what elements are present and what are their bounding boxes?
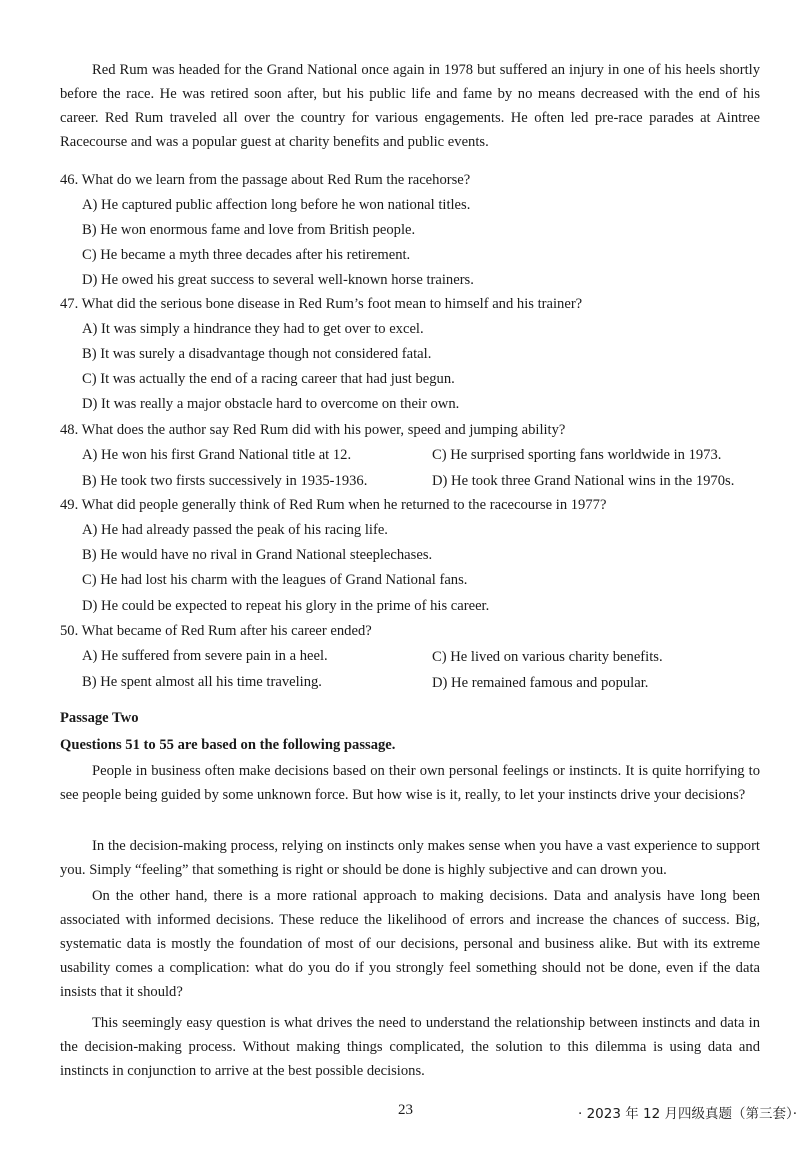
passage-two-paragraph-2: In the decision-making process, relying on instincts only makes sense when you have a vast experience to support you. Simply “feeling” that something is right or should be done is highly subjective and can drown you. (60, 838, 760, 878)
question-48-option-a: A) He won his first Grand National title at 12. (82, 447, 352, 463)
question-47-option-d: D) It was really a major obstacle hard to overcome on their own. (82, 396, 460, 412)
question-47-option-a: A) It was simply a hindrance they had to get over to excel. (82, 321, 424, 337)
exam-source-note: · 2023 年 12 月四级真题（第三套）· (578, 1106, 798, 1122)
passage-one-final-paragraph: Red Rum was headed for the Grand National once again in 1978 but suffered an injury in one of his heels shortly before the race. He was retired soon after, but his public life and fame by no means decreased with the end of his career. Red Rum traveled all over the country for various engagements. He often led pre-race parades at Aintree Racecourse and was a popular guest at charity benefits and public events. (60, 62, 760, 150)
question-49-stem: 49. What did people generally think of Red Rum when he returned to the racecourse in 1977? (60, 497, 607, 513)
question-46-option-d: D) He owed his great success to several well-known horse trainers. (82, 272, 474, 288)
question-50-stem: 50. What became of Red Rum after his career ended? (60, 623, 372, 639)
question-47-option-b: B) It was surely a disadvantage though not considered fatal. (82, 346, 432, 362)
question-46-option-a: A) He captured public affection long before he won national titles. (82, 197, 471, 213)
question-48-option-b: B) He took two firsts successively in 1935-1936. (82, 473, 368, 489)
question-47-option-c: C) It was actually the end of a racing career that had just begun. (82, 371, 455, 387)
question-47-stem: 47. What did the serious bone disease in Red Rum’s foot mean to himself and his trainer? (60, 296, 583, 312)
question-50-option-a: A) He suffered from severe pain in a heel. (82, 648, 328, 664)
question-46-option-b: B) He won enormous fame and love from British people. (82, 222, 416, 238)
question-49-option-b: B) He would have no rival in Grand National steeplechases. (82, 547, 433, 563)
passage-two-paragraph-1: People in business often make decisions based on their own personal feelings or instincts. It is quite horrifying to see people being guided by some unknown force. But how wise is it, really, to let your instincts drive your decisions? (60, 763, 760, 803)
question-48-option-d: D) He took three Grand National wins in the 1970s. (432, 473, 735, 489)
question-50-option-b: B) He spent almost all his time traveling. (82, 674, 322, 690)
question-46-option-c: C) He became a myth three decades after his retirement. (82, 247, 411, 263)
question-49-option-d: D) He could be expected to repeat his glory in the prime of his career. (82, 598, 490, 614)
page-number: 23 (398, 1102, 413, 1118)
question-49-option-c: C) He had lost his charm with the leagues of Grand National fans. (82, 572, 468, 588)
question-48-stem: 48. What does the author say Red Rum did with his power, speed and jumping ability? (60, 422, 566, 438)
question-48-option-c: C) He surprised sporting fans worldwide in 1973. (432, 447, 722, 463)
question-49-option-a: A) He had already passed the peak of his racing life. (82, 522, 388, 538)
passage-two-title: Passage Two (60, 710, 139, 726)
question-50-option-c: C) He lived on various charity benefits. (432, 649, 663, 665)
passage-two-paragraph-3: On the other hand, there is a more rational approach to making decisions. Data and analysis have long been associated with informed decisions. These reduce the likelihood of errors and increase the chances of success. Big, systematic data is mostly the foundation of most of our decisions, personal and business alike. But with its extreme usability comes a complication: what do you do if you strongly feel something should not be done, even if the data insists that it should? (60, 888, 760, 1000)
question-46-stem: 46. What do we learn from the passage about Red Rum the racehorse? (60, 172, 471, 188)
passage-two-instruction: Questions 51 to 55 are based on the following passage. (60, 737, 396, 753)
question-50-option-d: D) He remained famous and popular. (432, 675, 649, 691)
passage-two-paragraph-4: This seemingly easy question is what drives the need to understand the relationship between instincts and data in the decision-making process. Without making things complicated, the solution to this dilemma is using data and instincts in conjunction to arrive at the best possible decisions. (60, 1015, 760, 1079)
